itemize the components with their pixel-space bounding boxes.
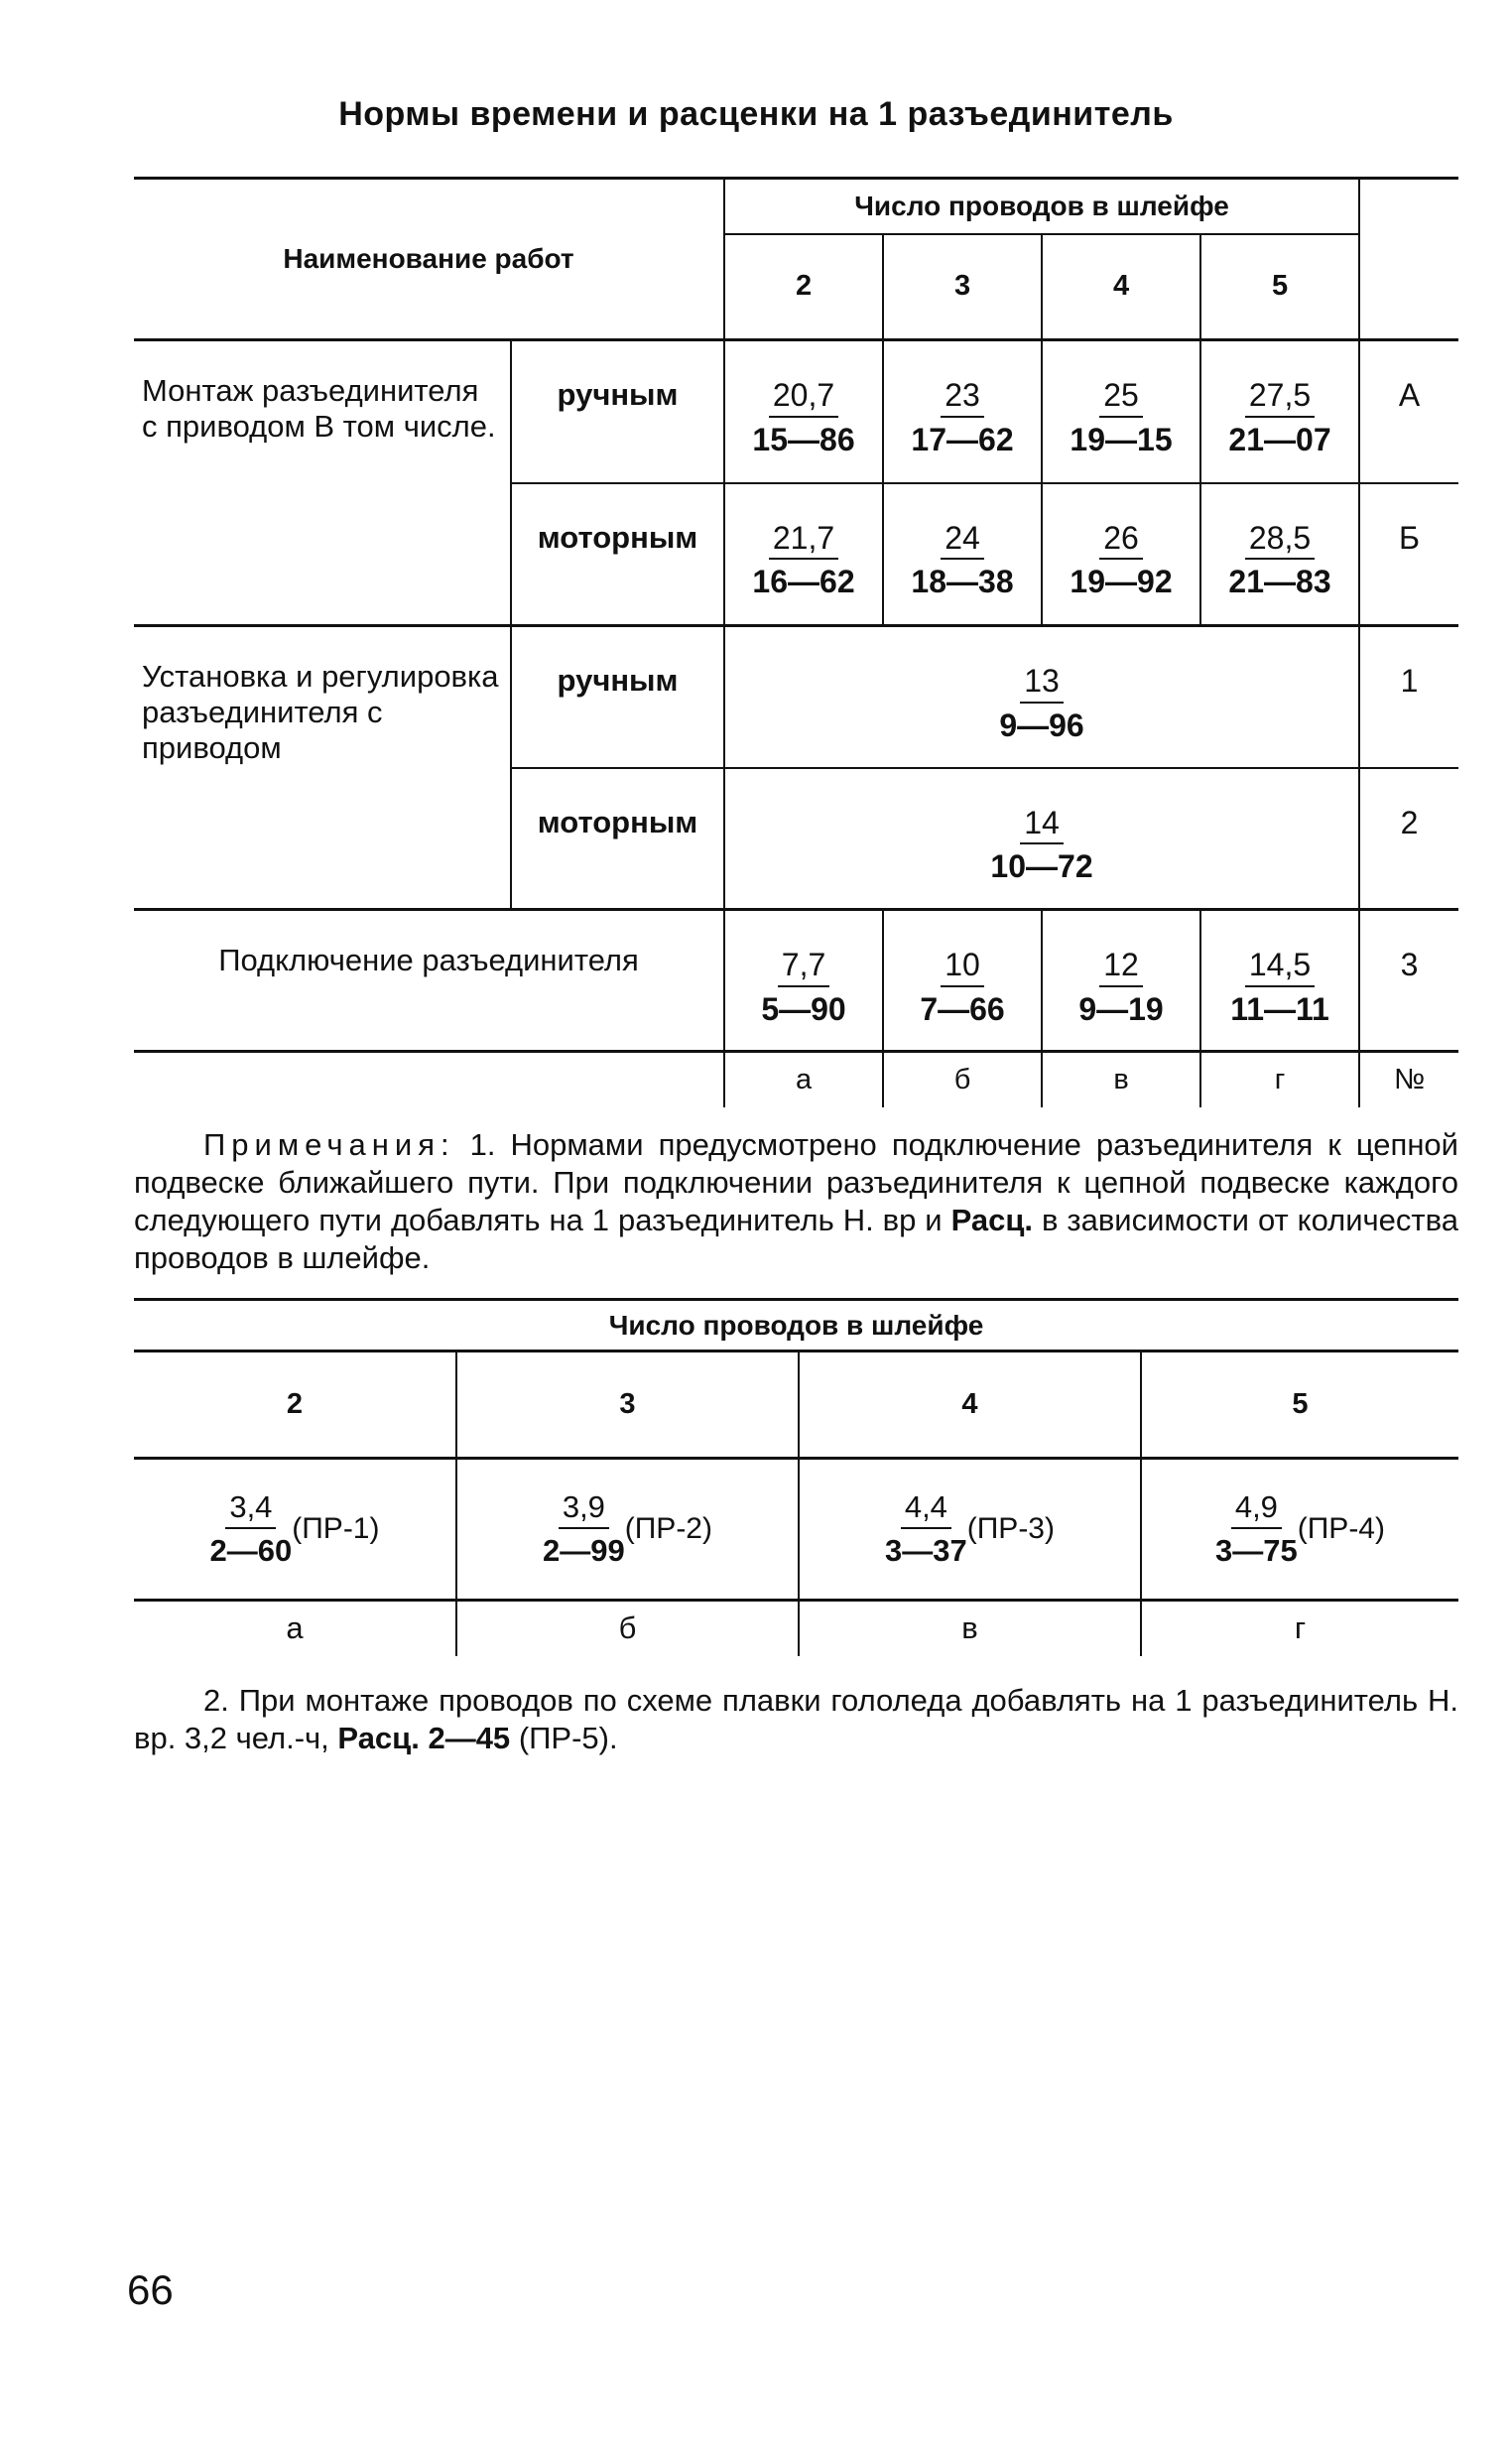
table-row — [134, 1459, 1458, 1601]
header-wire-count-text: Число проводов в шлейфе — [854, 190, 1229, 221]
value-cell-merged — [724, 626, 1359, 768]
rate: 11—11 — [1230, 990, 1329, 1027]
method-motor: моторным — [511, 483, 724, 626]
table-row — [134, 340, 1458, 483]
note-2-bold: Расц. 2—45 — [337, 1721, 511, 1755]
norm-time: 25 — [1099, 379, 1143, 418]
rate: 3—75 — [1215, 1532, 1298, 1568]
rate: 21—83 — [1228, 564, 1331, 600]
method-motor: моторным — [511, 768, 724, 910]
column-letter: г — [1294, 1610, 1307, 1646]
value-cell — [883, 910, 1042, 1052]
norm-time: 14 — [1020, 807, 1064, 845]
header-work-name-text: Наименование работ — [283, 243, 574, 274]
row-code: Б — [1359, 483, 1458, 626]
column-letter: а — [134, 1601, 456, 1656]
row-code: А — [1359, 340, 1458, 483]
number-label: № — [1359, 1052, 1458, 1107]
norm-time: 23 — [941, 379, 984, 418]
value-cell — [1042, 483, 1200, 626]
page-number: 66 — [127, 2266, 174, 2313]
value-cell — [799, 1459, 1141, 1601]
rate: 5—90 — [761, 990, 846, 1027]
norm-time: 21,7 — [769, 522, 838, 561]
letters-blank — [134, 1052, 724, 1107]
pr-code: (ПР-3) — [966, 1512, 1055, 1545]
table-row — [134, 910, 1458, 1052]
col-header-3: 3 — [456, 1352, 799, 1459]
norm-time: 3,9 — [559, 1491, 609, 1529]
value-cell — [883, 483, 1042, 626]
norm-time: 7,7 — [778, 949, 829, 987]
header-code-blank — [1359, 179, 1458, 340]
row-code: 2 — [1359, 768, 1458, 910]
table2-header: Число проводов в шлейфе — [134, 1300, 1458, 1352]
norm-time: 4,9 — [1231, 1491, 1282, 1529]
row-code: 1 — [1359, 626, 1458, 768]
header-work-name — [134, 179, 724, 340]
column-letter: б — [456, 1601, 799, 1656]
col-header-5: 5 — [1141, 1352, 1458, 1459]
rate: 18—38 — [911, 564, 1014, 600]
column-letter: в — [799, 1601, 1141, 1656]
column-letter: г — [1274, 1063, 1286, 1095]
additional-norms-table — [134, 1298, 1458, 1656]
method-manual: ручным — [511, 626, 724, 768]
col-header-4: 4 — [1042, 234, 1200, 340]
pr-code: (ПР-2) — [624, 1512, 712, 1545]
header-wire-count — [724, 179, 1359, 234]
norm-time: 13 — [1020, 665, 1064, 704]
value-cell-merged — [724, 768, 1359, 910]
value-cell — [1141, 1459, 1458, 1601]
row-code: 3 — [1359, 910, 1458, 1052]
note-2-text: 2. При монтаже проводов по схеме плавки гололеда добавлять на 1 разъединитель Н. вр. 3,2 чел.-ч, — [134, 1683, 1458, 1755]
value-cell — [724, 910, 883, 1052]
note-2-text-end: (ПР-5). — [518, 1721, 618, 1755]
norm-time: 14,5 — [1245, 949, 1315, 987]
note-1-bold: Расц. — [950, 1203, 1033, 1237]
rate: 17—62 — [911, 421, 1014, 457]
norm-time: 28,5 — [1245, 522, 1315, 561]
value-cell — [456, 1459, 799, 1601]
rate: 7—66 — [920, 990, 1005, 1027]
col-header-5: 5 — [1200, 234, 1359, 340]
work-name-installation: Установка и регулировка разъединителя с приводом — [134, 626, 511, 910]
column-letters-row — [134, 1601, 1458, 1656]
note-1-text: 1. Нормами предусмотрено подключение разъединителя к цепной подвеске ближайшего пути. При подключении разъединителя к цепной подвеске каждого следующего пути добавлять на 1 разъединитель Н. вр и — [134, 1127, 1458, 1237]
norms-table — [134, 177, 1458, 1107]
value-cell — [1042, 340, 1200, 483]
value-cell — [134, 1459, 456, 1601]
norm-time: 3,4 — [225, 1491, 276, 1529]
pr-code: (ПР-4) — [1297, 1512, 1385, 1545]
rate: 9—96 — [999, 707, 1084, 743]
norm-time: 10 — [941, 949, 984, 987]
work-name-connection: Подключение разъединителя — [134, 910, 724, 1052]
rate: 10—72 — [990, 848, 1093, 885]
note-label: Примечания: — [203, 1127, 455, 1162]
col-header-2: 2 — [134, 1352, 456, 1459]
norm-time: 12 — [1099, 949, 1143, 987]
rate: 19—92 — [1070, 564, 1173, 600]
col-header-2: 2 — [724, 234, 883, 340]
column-letter: а — [724, 1052, 883, 1107]
rate: 9—19 — [1078, 990, 1164, 1027]
norm-time: 26 — [1099, 522, 1143, 561]
value-cell — [724, 483, 883, 626]
rate: 21—07 — [1228, 421, 1331, 457]
column-letters-row — [134, 1052, 1458, 1107]
norm-time: 24 — [941, 522, 984, 561]
table-row — [134, 626, 1458, 768]
value-cell — [724, 340, 883, 483]
rate: 19—15 — [1070, 421, 1173, 457]
rate: 2—60 — [209, 1532, 293, 1568]
norm-time: 27,5 — [1245, 379, 1315, 418]
rate: 3—37 — [885, 1532, 967, 1568]
rate: 15—86 — [752, 421, 855, 457]
col-header-4: 4 — [799, 1352, 1141, 1459]
note-1-text-end: в зависимости от количества проводов в шлейфе. — [134, 1203, 1458, 1275]
page-title: Нормы времени и расценки на 1 разъединитель — [338, 95, 1174, 133]
value-cell — [1200, 483, 1359, 626]
column-letter: б — [883, 1052, 1042, 1107]
note-2 — [134, 1682, 1458, 1757]
pr-code: (ПР-1) — [292, 1512, 380, 1545]
value-cell — [1200, 340, 1359, 483]
rate: 2—99 — [543, 1532, 625, 1568]
column-letter: в — [1042, 1052, 1200, 1107]
method-manual: ручным — [511, 340, 724, 483]
rate: 16—62 — [752, 564, 855, 600]
value-cell — [1042, 910, 1200, 1052]
note-1 — [134, 1126, 1458, 1277]
norm-time: 4,4 — [901, 1491, 951, 1529]
norm-time: 20,7 — [769, 379, 838, 418]
col-header-3: 3 — [883, 234, 1042, 340]
value-cell — [1200, 910, 1359, 1052]
value-cell — [883, 340, 1042, 483]
work-name-montage: Монтаж разъединителя с приводом В том числе. — [134, 340, 511, 626]
